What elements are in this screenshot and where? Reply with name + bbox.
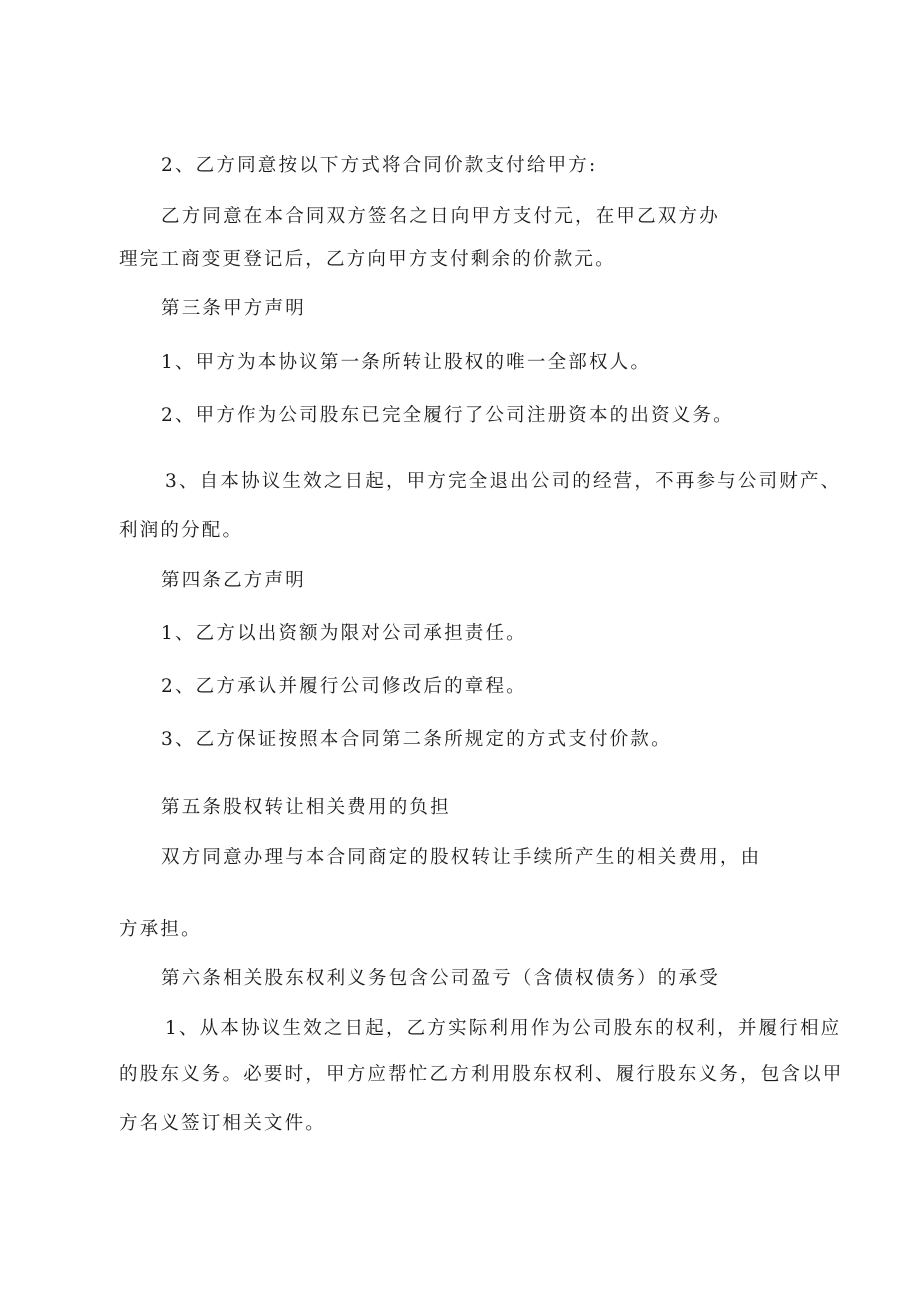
article-4-item-2: 2、乙方承认并履行公司修改后的章程。 [161,676,527,697]
article-5-body-line-2: 方承担。 [119,919,202,940]
article-6-item-1-line-2: 的股东义务。必要时，甲方应帮忙乙方利用股东权利、履行股东义务，包含以甲 [119,1064,844,1085]
article-5-heading: 第五条股权转让相关费用的负担 [161,797,451,818]
article-4-heading: 第四条乙方声明 [161,570,306,591]
article-3-item-3-line-1: 3、自本协议生效之日起，甲方完全退出公司的经营，不再参与公司财产、 [165,471,842,492]
article-3-item-1: 1、甲方为本协议第一条所转让股权的唯一全部权人。 [161,352,652,373]
article-6-heading: 第六条相关股东权利义务包含公司盈亏（含债权债务）的承受 [161,968,720,989]
article-4-item-3: 3、乙方保证按照本合同第二条所规定的方式支付价款。 [161,729,672,750]
article-3-heading: 第三条甲方声明 [161,298,306,319]
payment-detail-line-1: 乙方同意在本合同双方签名之日向甲方支付元，在甲乙双方办 [161,206,720,227]
article-4-item-1: 1、乙方以出资额为限对公司承担责任。 [161,623,527,644]
article-6-item-1-line-3: 方名义签订相关文件。 [119,1113,327,1134]
article-5-body-line-1: 双方同意办理与本合同商定的股权转让手续所产生的相关费用，由 [161,847,762,868]
article-3-item-2: 2、甲方作为公司股东已完全履行了公司注册资本的出资义务。 [161,405,734,426]
payment-detail-line-2: 理完工商变更登记后，乙方向甲方支付剩余的价款元。 [119,249,616,270]
article-6-item-1-line-1: 1、从本协议生效之日起，乙方实际利用作为公司股东的权利，并履行相应 [165,1018,842,1039]
payment-method-clause: 2、乙方同意按以下方式将合同价款支付给甲方: [161,155,598,176]
article-3-item-3-line-2: 利润的分配。 [119,520,244,541]
